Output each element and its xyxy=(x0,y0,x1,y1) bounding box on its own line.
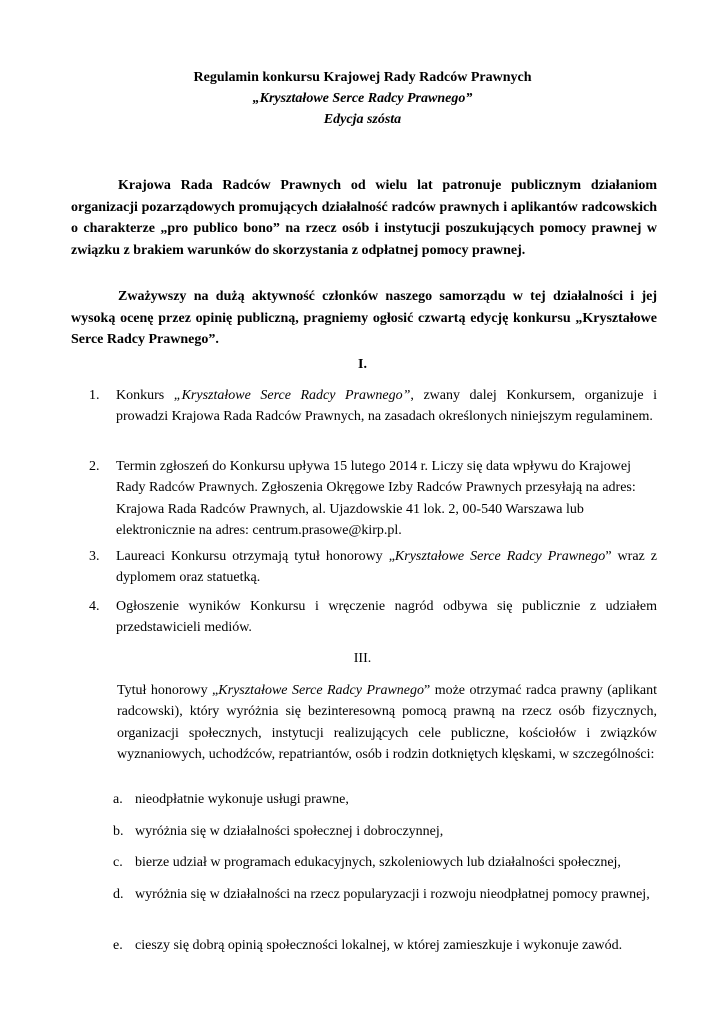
list-item-letter: e. xyxy=(113,938,123,953)
intro-paragraph-1: Krajowa Rada Radców Prawnych od wielu lat patronuje publicznym działaniom organizacji pozarządowych promujących działalność radców prawnych i aplikantów radcowskich o charakterze „pro publico bono” na rzecz osób i instytucji poszukujących pomocy prawnej w związku z brakiem warunków do skorzystania z odpłatnej pomocy prawnej. xyxy=(71,178,657,258)
list-item-text: bierze udział w programach edukacyjnych, szkoleniowych lub działalności społecznej, xyxy=(135,855,621,870)
list-item-number: 2. xyxy=(89,459,100,474)
title-line-1: Regulamin konkursu Krajowej Rady Radców Prawnych xyxy=(193,70,532,85)
list-item-number: 4. xyxy=(89,599,100,614)
section-heading-1: I. xyxy=(358,357,367,372)
list-item-text: Termin zgłoszeń do Konkursu upływa 15 lutego 2014 r. Liczy się data wpływu do Krajowej Rady Radców Prawnych. Zgłoszenia Okręgowe Izby Radców Prawnych przesyłają na adres: Krajowa Rada Radców Prawnych, al. Ujazdowskie 41 lok. 2, 00-540 Warszawa lub elektronicznie na adres: centrum.prasowe@kirp.pl. xyxy=(116,459,636,538)
section-3-intro xyxy=(117,680,657,765)
list-item-text xyxy=(116,385,657,428)
list-item xyxy=(89,385,657,428)
text-run: Konkurs xyxy=(116,388,174,403)
list-item xyxy=(113,821,657,842)
text-run: Laureaci Konkursu otrzymają tytuł honorowy „ xyxy=(116,549,395,564)
list-item-text: Ogłoszenie wyników Konkursu i wręczenie nagród odbywa się publicznie z udziałem przedstawicieli mediów. xyxy=(116,599,657,636)
list-item-text: nieodpłatnie wykonuje usługi prawne, xyxy=(135,792,349,807)
list-item-text xyxy=(116,546,657,589)
italic-run: Kryształowe Serce Radcy Prawnego xyxy=(394,549,606,564)
list-item-letter: a. xyxy=(113,792,123,807)
list-item xyxy=(113,852,657,873)
list-item xyxy=(113,789,657,810)
title-line-2: „Kryształowe Serce Radcy Prawnego” xyxy=(252,91,473,106)
title-line-3: Edycja szósta xyxy=(323,112,402,127)
list-item-text: wyróżnia się w działalności na rzecz popularyzacji i rozwoju nieodpłatnej pomocy prawnej, xyxy=(135,887,650,902)
text-run: ” wraz z dyplomem oraz statuetką. xyxy=(116,549,657,586)
list-item-letter: d. xyxy=(113,887,124,902)
list-item xyxy=(113,935,657,956)
list-item xyxy=(113,884,657,905)
italic-run: „Kryształowe Serce Radcy Prawnego” xyxy=(173,388,411,403)
list-item xyxy=(89,596,657,639)
list-item xyxy=(89,456,657,541)
section-heading-3: III. xyxy=(353,651,372,666)
list-item-letter: b. xyxy=(113,824,124,839)
list-item-text: wyróżnia się w działalności społecznej i dobroczynnej, xyxy=(135,824,444,839)
text-run: , zwany dalej Konkursem, organizuje i prowadzi Krajowa Rada Radców Prawnych, na zasadach określonych niniejszym regulaminem. xyxy=(116,388,657,425)
list-item-text: cieszy się dobrą opinią społeczności lokalnej, w której zamieszkuje i wykonuje zawód. xyxy=(135,938,623,953)
text-run: ” może otrzymać radca prawny (aplikant radcowski), który wyróżnia się bezinteresowną pomocą prawną na rzecz osób fizycznych, organizacji społecznych, instytucji realizujących cele publiczne, kościołów i związków wyznaniowych, uchodźców, repatriantów, osób i rodzin dotkniętych klęskami, w szczególności: xyxy=(117,683,657,762)
document-title xyxy=(0,67,725,130)
text-run: Tytuł honorowy „ xyxy=(117,683,219,698)
list-item xyxy=(89,546,657,589)
intro-paragraph-2: Zważywszy na dużą aktywność członków naszego samorządu w tej działalności i jej wysoką ocenę przez opinię publiczną, pragniemy ogłosić czwartą edycję konkursu „Kryształowe Serce Radcy Prawnego”. xyxy=(71,289,657,347)
list-item-number: 3. xyxy=(89,549,100,564)
list-item-letter: c. xyxy=(113,855,123,870)
list-item-number: 1. xyxy=(89,388,100,403)
italic-run: Kryształowe Serce Radcy Prawnego xyxy=(218,683,425,698)
